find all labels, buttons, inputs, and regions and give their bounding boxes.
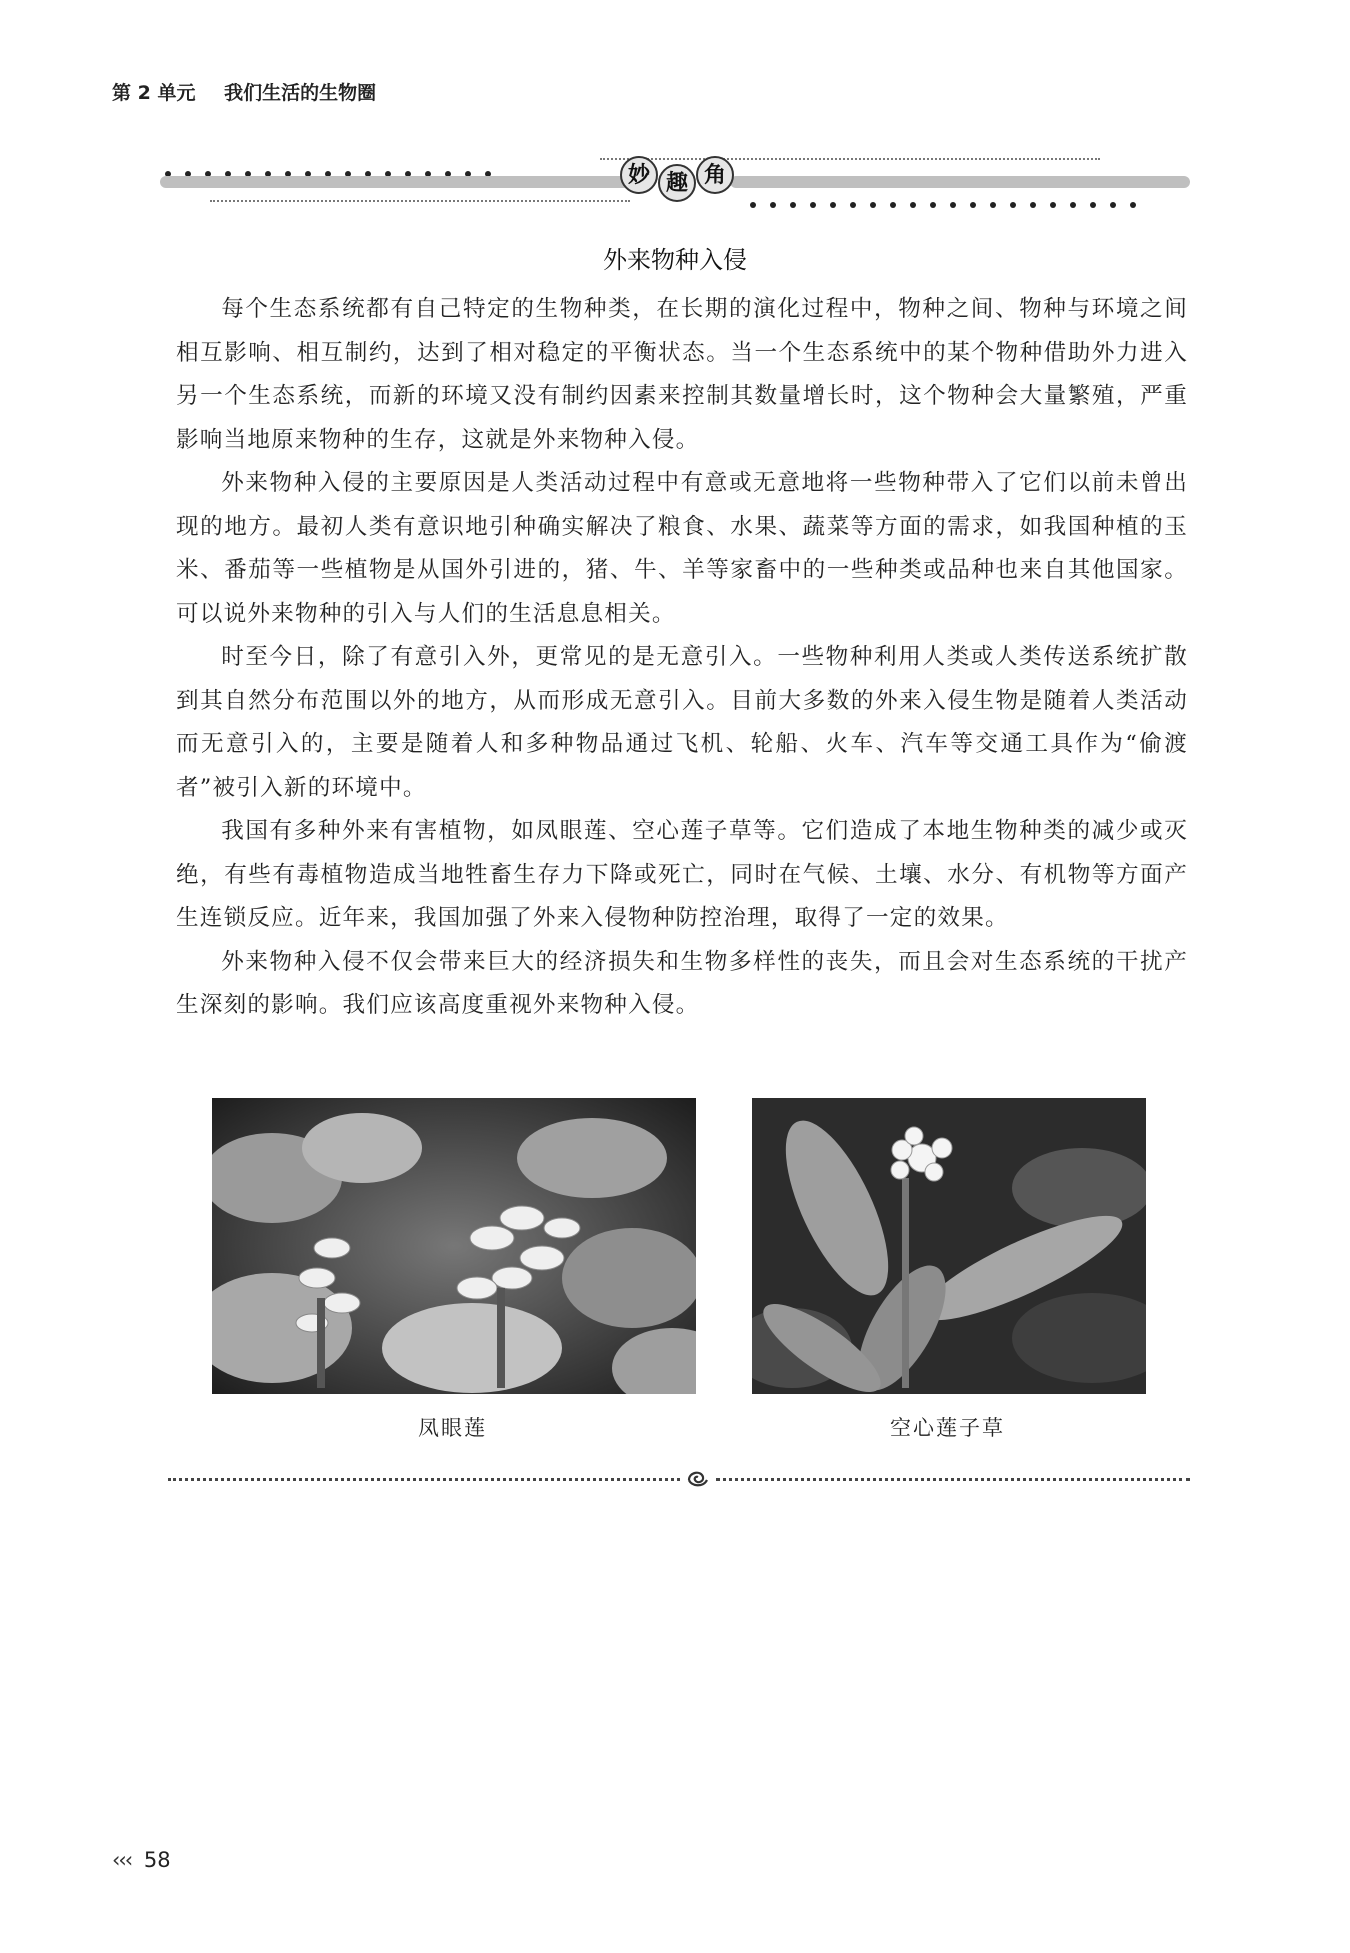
banner-badge-1: 妙 bbox=[620, 156, 658, 194]
paragraph: 外来物种入侵的主要原因是人类活动过程中有意或无意地将一些物种带入了它们以前未曾出现的地方。最初人类有意识地引种确实解决了粮食、水果、蔬菜等方面的需求，如我国种植的玉米、番茄等一些植物是从国外引进的，猪、牛、羊等家畜中的一些种类或品种也来自其他国家。可以说外来物种的引入与人们的生活息息相关。 bbox=[176, 470, 1188, 627]
page-number bbox=[112, 1848, 171, 1872]
banner-badge-3: 角 bbox=[696, 156, 734, 194]
banner-dots-left bbox=[165, 162, 505, 170]
banner-bar-left bbox=[160, 176, 630, 188]
swirl-ornament-icon bbox=[685, 1466, 711, 1490]
banner-dotline-top bbox=[600, 158, 1100, 162]
chevrons-icon: ‹‹‹ bbox=[112, 1848, 132, 1872]
figure-caption: 凤眼莲 bbox=[418, 1416, 487, 1440]
paragraph: 每个生态系统都有自己特定的生物种类，在长期的演化过程中，物种之间、物种与环境之间相互影响、相互制约，达到了相对稳定的平衡状态。当一个生态系统中的某个物种借助外力进入另一个生态系统，而新的环境又没有制约因素来控制其数量增长时，这个物种会大量繁殖，严重影响当地原来物种的生存，这就是外来物种入侵。 bbox=[176, 296, 1188, 453]
banner-badge-2: 趣 bbox=[658, 164, 696, 202]
paragraph: 时至今日，除了有意引入外，更常见的是无意引入。一些物种利用人类或人类传送系统扩散到其自然分布范围以外的地方，从而形成无意引入。目前大多数的外来入侵生物是随着人类活动而无意引入的，主要是随着人和多种物品通过飞机、轮船、火车、汽车等交通工具作为“偷渡者”被引入新的环境中。 bbox=[176, 644, 1188, 801]
figure-caption: 空心莲子草 bbox=[890, 1416, 1005, 1440]
paragraph: 外来物种入侵不仅会带来巨大的经济损失和生物多样性的丧失，而且会对生态系统的干扰产生深刻的影响。我们应该高度重视外来物种入侵。 bbox=[176, 948, 1188, 1018]
running-header bbox=[112, 78, 376, 105]
unit-label: 第 2 单元 bbox=[112, 82, 196, 104]
article-body bbox=[176, 288, 1188, 1028]
alligator-weed-photo bbox=[752, 1098, 1146, 1394]
page-number-value: 58 bbox=[143, 1848, 171, 1872]
banner-dots-right bbox=[750, 193, 1150, 201]
footer-dotline-right bbox=[716, 1478, 1190, 1481]
article-title: 外来物种入侵 bbox=[603, 246, 747, 274]
water-hyacinth-photo bbox=[212, 1098, 696, 1394]
banner-bar-right bbox=[730, 176, 1190, 188]
banner-dotline-bottom bbox=[210, 200, 630, 204]
paragraph: 我国有多种外来有害植物，如凤眼莲、空心莲子草等。它们造成了本地生物种类的减少或灭绝，有些有毒植物造成当地牲畜生存力下降或死亡，同时在气候、土壤、水分、有机物等方面产生连锁反应。近年来，我国加强了外来入侵物种防控治理，取得了一定的效果。 bbox=[176, 818, 1188, 931]
unit-title: 我们生活的生物圈 bbox=[224, 82, 377, 104]
footer-dotline-left bbox=[168, 1478, 680, 1481]
section-banner bbox=[160, 150, 1190, 208]
